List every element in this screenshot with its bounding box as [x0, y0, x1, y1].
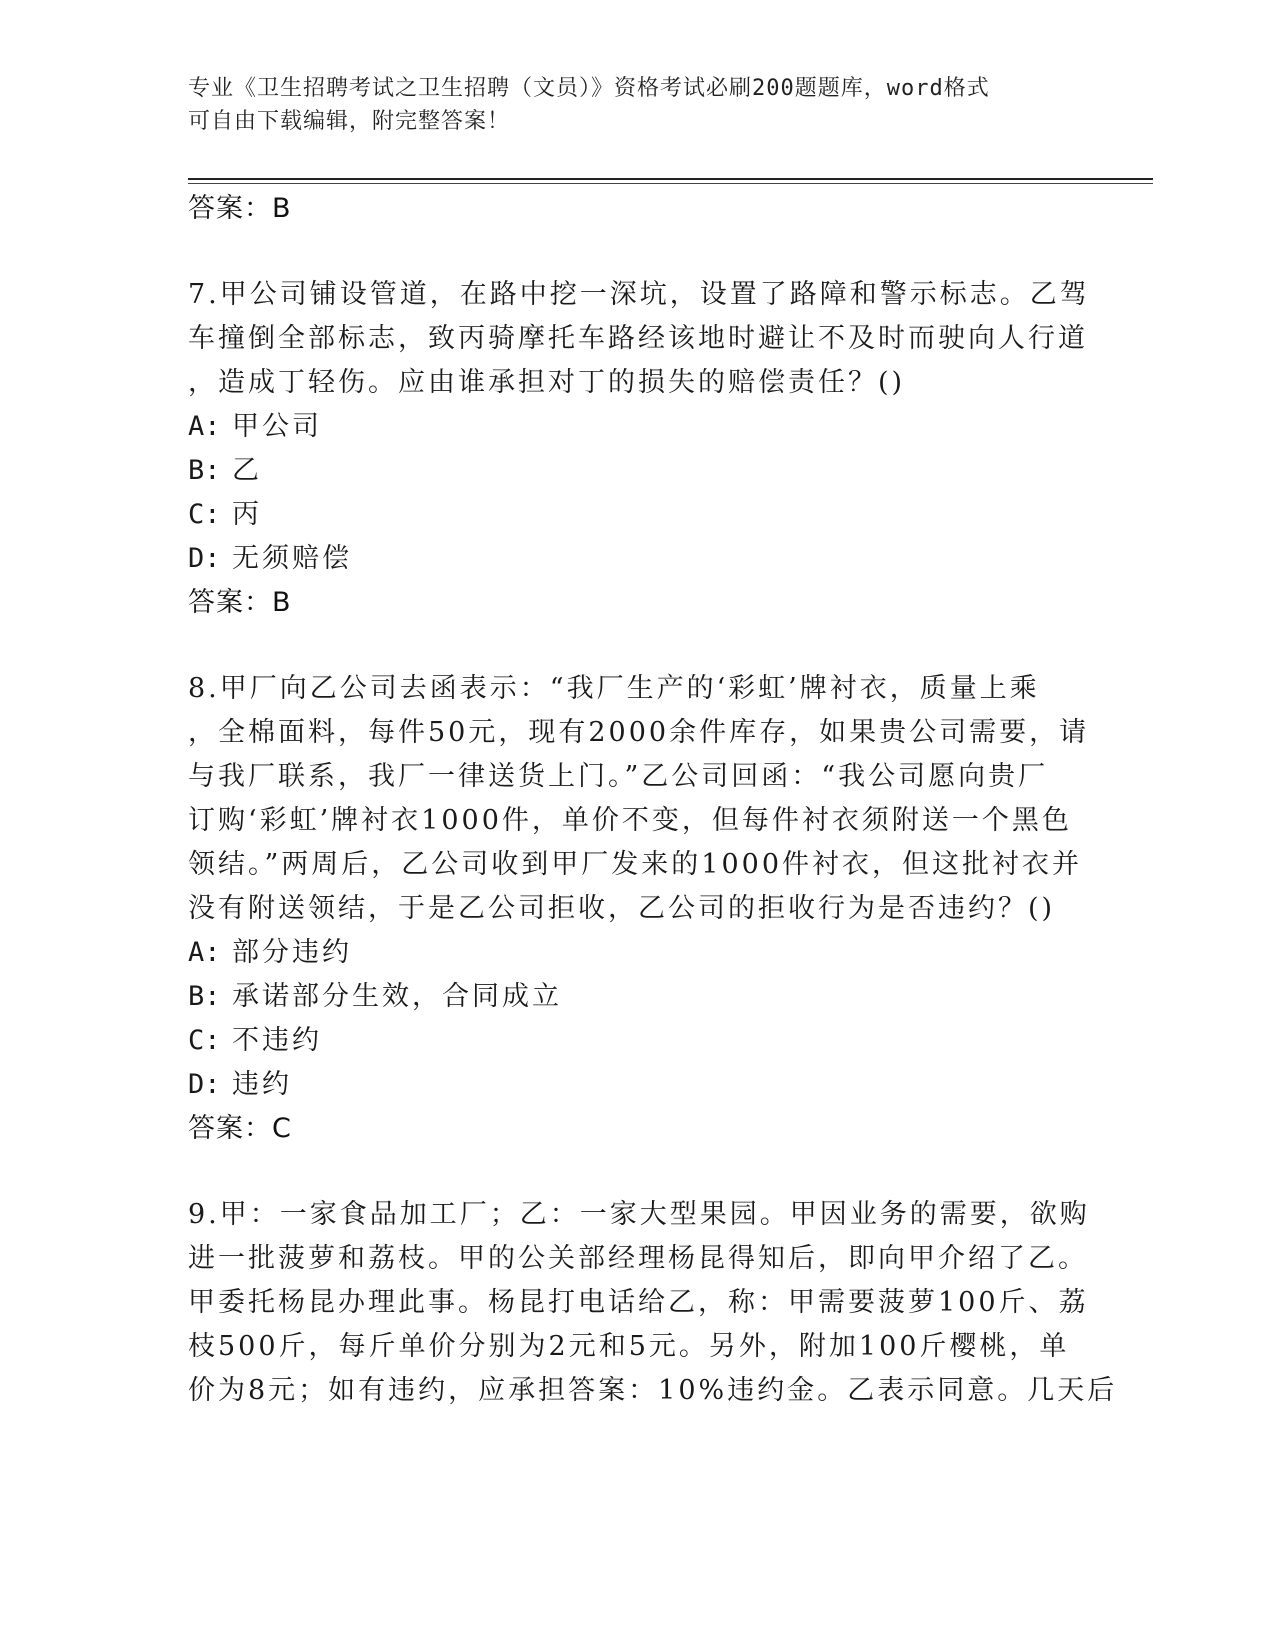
question-9-text-line: 进一批菠萝和荔枝。甲的公关部经理杨昆得知后，即向甲介绍了乙。 [188, 1243, 1088, 1274]
option-key: D: [188, 1069, 221, 1100]
question-7-option-d [188, 536, 352, 575]
question-8-text-line: 订购‘彩虹’牌衬衣1000件，单价不变，但每件衬衣须附送一个黑色 [188, 805, 1072, 836]
header-title-line-2: 可自由下载编辑，附完整答案！ [188, 109, 511, 134]
option-text: 不违约 [232, 1025, 322, 1056]
option-key: A: [188, 411, 221, 442]
question-8-text-line: 与我厂联系，我厂一律送货上门。”乙公司回函：“我公司愿向贵厂 [188, 761, 1049, 792]
question-7-text-line: 车撞倒全部标志，致丙骑摩托车路经该地时避让不及时而驶向人行道 [188, 323, 1088, 354]
option-text: 无须赔偿 [232, 543, 352, 574]
answer-previous: 答案：B [188, 193, 292, 224]
option-key: D: [188, 543, 221, 574]
question-7-option-a [188, 404, 322, 443]
question-9-text-line: 枝500斤，每斤单价分别为2元和5元。另外，附加100斤樱桃，单 [188, 1331, 1070, 1362]
question-8-text-line: 8.甲厂向乙公司去函表示：“我厂生产的‘彩虹’牌衬衣，质量上乘 [188, 673, 1040, 704]
option-text: 部分违约 [232, 937, 352, 968]
option-key: B: [188, 981, 221, 1012]
question-8-answer: 答案：C [188, 1113, 292, 1144]
question-7-answer: 答案：B [188, 587, 292, 618]
question-8-option-b [188, 974, 562, 1013]
question-8-text-line: ，全棉面料，每件50元，现有2000余件库存，如果贵公司需要，请 [188, 717, 1090, 748]
question-8-option-c [188, 1018, 322, 1057]
option-text: 甲公司 [232, 411, 322, 442]
question-8-text-line: 领结。”两周后，乙公司收到甲厂发来的1000件衬衣，但这批衬衣并 [188, 849, 1083, 880]
page-header [188, 72, 1088, 138]
option-text: 承诺部分生效，合同成立 [232, 981, 562, 1012]
header-title-line-1: 专业《卫生招聘考试之卫生招聘（文员）》资格考试必刷200题题库，word格式 [188, 76, 990, 101]
option-key: A: [188, 937, 221, 968]
question-7-option-c [188, 492, 262, 531]
question-7-option-b [188, 448, 262, 487]
header-rule-thin [188, 183, 1153, 184]
question-9-text-line: 甲委托杨昆办理此事。杨昆打电话给乙，称：甲需要菠萝100斤、荔 [188, 1287, 1089, 1318]
question-9-text-line: 9.甲：一家食品加工厂；乙：一家大型果园。甲因业务的需要，欲购 [188, 1199, 1090, 1230]
question-9-text-line: 价为8元；如有违约，应承担答案：10%违约金。乙表示同意。几天后 [188, 1375, 1118, 1406]
option-text: 乙 [232, 455, 262, 486]
question-8-text-line: 没有附送领结，于是乙公司拒收，乙公司的拒收行为是否违约？() [188, 893, 1056, 924]
option-key: C: [188, 499, 221, 530]
header-rule-thick [188, 178, 1153, 180]
question-8-option-a [188, 930, 352, 969]
option-text: 违约 [232, 1069, 292, 1100]
option-text: 丙 [232, 499, 262, 530]
question-7-text-line: 7.甲公司铺设管道，在路中挖一深坑，设置了路障和警示标志。乙驾 [188, 279, 1090, 310]
option-key: B: [188, 455, 221, 486]
option-key: C: [188, 1025, 221, 1056]
question-7-text-line: ，造成丁轻伤。应由谁承担对丁的损失的赔偿责任？() [188, 367, 906, 398]
question-8-option-d [188, 1062, 292, 1101]
